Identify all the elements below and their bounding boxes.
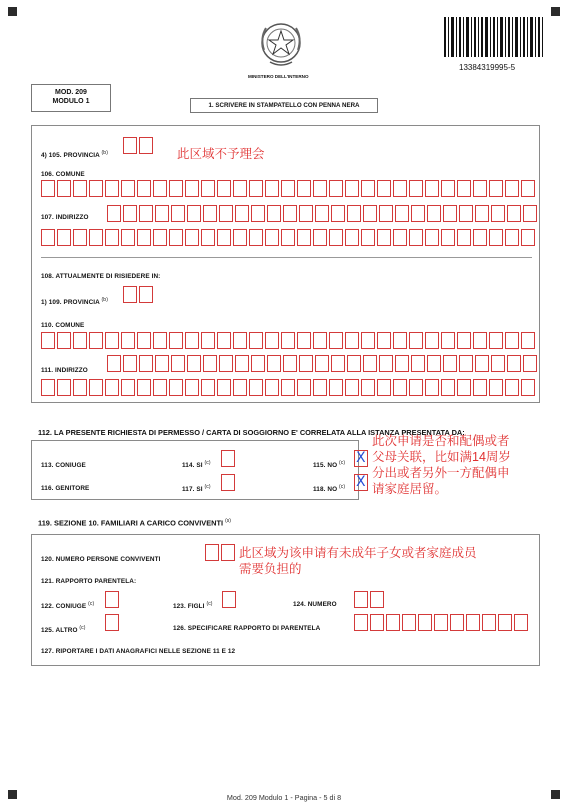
char-box[interactable] [425,332,439,349]
comune-input-boxes[interactable] [41,180,535,197]
provincia-label: 4) 105. PROVINCIA $^{(b)}$ [41,150,108,160]
char-box[interactable] [402,614,416,631]
char-box[interactable] [361,379,375,396]
char-box[interactable] [377,180,391,197]
char-box[interactable] [345,332,359,349]
char-box[interactable] [441,180,455,197]
char-box[interactable] [107,205,121,222]
char-box[interactable] [89,379,103,396]
char-box[interactable] [457,332,471,349]
no-genitore-check-mark: X [356,474,366,490]
char-box[interactable] [57,180,71,197]
char-box[interactable] [169,332,183,349]
comune-label: 106. COMUNE [41,171,85,178]
indirizzo-current-label: 111. INDIRIZZO [41,367,88,374]
char-box[interactable] [354,614,368,631]
altro-label: 125. ALTRO $^{(c)}$ [41,625,86,635]
no-coniuge-checkbox[interactable] [354,450,368,467]
char-box[interactable] [489,379,503,396]
char-box[interactable] [267,355,281,372]
char-box[interactable] [329,332,343,349]
numero-persone-label: 120. NUMERO PERSONE CONVIVENTI [41,556,161,563]
char-box[interactable] [507,205,521,222]
char-box[interactable] [283,355,297,372]
char-box[interactable] [363,205,377,222]
char-box[interactable] [185,379,199,396]
char-box[interactable] [393,229,407,246]
no-coniuge-label: 115. NO $^{(c)}$ [313,460,346,470]
char-box[interactable] [443,355,457,372]
char-box[interactable] [201,332,215,349]
char-box[interactable] [313,180,327,197]
char-box[interactable] [105,379,119,396]
provincia-current-label: 1) 109. PROVINCIA $^{(b)}$ [41,297,108,307]
char-box[interactable] [505,180,519,197]
char-box[interactable] [105,180,119,197]
char-box[interactable] [137,229,151,246]
char-box[interactable] [457,379,471,396]
char-box[interactable] [377,229,391,246]
char-box[interactable] [219,205,233,222]
provincia-current-box-2[interactable] [139,286,153,303]
char-box[interactable] [217,332,231,349]
char-box[interactable] [203,205,217,222]
char-box[interactable] [201,379,215,396]
char-box[interactable] [299,205,313,222]
char-box[interactable] [379,205,393,222]
char-box[interactable] [475,205,489,222]
char-box[interactable] [411,355,425,372]
republic-emblem-icon [256,20,306,72]
char-box[interactable] [489,229,503,246]
char-box[interactable] [523,355,537,372]
char-box[interactable] [475,355,489,372]
figli-label: 123. FIGLI $^{(c)}$ [173,601,213,611]
module-id-box [31,84,111,112]
char-box[interactable] [233,229,247,246]
barcode-number: 13384319995-5 [459,63,516,72]
char-box[interactable] [331,205,345,222]
char-box[interactable] [153,180,167,197]
char-box[interactable] [441,229,455,246]
char-box[interactable] [443,205,457,222]
no-genitore-label: 118. NO $^{(c)}$ [313,484,346,494]
char-box[interactable] [153,332,167,349]
char-box[interactable] [297,180,311,197]
char-box[interactable] [297,229,311,246]
module-line-1: MOD. 209 [55,89,87,96]
char-box[interactable] [121,332,135,349]
char-box[interactable] [185,229,199,246]
familiari-section-title: 119. SEZIONE 10. FAMILIARI A CARICO CONVIVENTI $^{(s)}$ [38,518,231,528]
char-box[interactable] [185,180,199,197]
module-line-2: MODULO 1 [52,98,90,105]
char-box[interactable] [361,332,375,349]
char-box[interactable] [219,355,233,372]
numero-persone-box-1[interactable] [205,544,219,561]
char-box[interactable] [450,614,464,631]
char-box[interactable] [347,205,361,222]
char-box[interactable] [153,229,167,246]
annotation-dependents [239,545,477,577]
comune-current-label: 110. COMUNE [41,322,85,329]
correlata-section-title: 112. LA PRESENTE RICHIESTA DI PERMESSO / CARTA DI SOGGIORNO E' CORRELATA ALLA ISTANZA PRESENTATA DA: [38,428,465,437]
char-box[interactable] [217,379,231,396]
char-box[interactable] [265,229,279,246]
char-box[interactable] [473,180,487,197]
char-box[interactable] [249,379,263,396]
char-box[interactable] [121,379,135,396]
char-box[interactable] [249,180,263,197]
char-box[interactable] [57,332,71,349]
coniuge-dependent-checkbox[interactable] [105,591,119,608]
char-box[interactable] [521,229,535,246]
char-box[interactable] [491,205,505,222]
char-box[interactable] [203,355,217,372]
rapporto-parentela-label: 121. RAPPORTO PARENTELA: [41,578,137,585]
char-box[interactable] [377,332,391,349]
char-box[interactable] [297,379,311,396]
char-box[interactable] [155,355,169,372]
si-genitore-checkbox[interactable] [221,474,235,491]
indirizzo-input-boxes-row1[interactable] [107,205,537,222]
char-box[interactable] [235,355,249,372]
char-box[interactable] [169,180,183,197]
char-box[interactable] [411,205,425,222]
provincia-current-box-1[interactable] [123,286,137,303]
char-box[interactable] [482,614,496,631]
char-box[interactable] [491,355,505,372]
char-box[interactable] [409,379,423,396]
char-box[interactable] [313,332,327,349]
char-box[interactable] [249,332,263,349]
provincia-box-1[interactable] [123,137,137,154]
annotation-line-2: 需要负担的 [239,562,302,576]
si-coniuge-checkbox[interactable] [221,450,235,467]
char-box[interactable] [123,205,137,222]
char-box[interactable] [123,355,137,372]
char-box[interactable] [139,355,153,372]
char-box[interactable] [329,379,343,396]
annotation-line-2: 父母关联，比如满14周岁 [372,450,511,464]
char-box[interactable] [395,355,409,372]
char-box[interactable] [427,205,441,222]
char-box[interactable] [41,332,55,349]
char-box[interactable] [313,379,327,396]
char-box[interactable] [265,332,279,349]
char-box[interactable] [89,229,103,246]
char-box[interactable] [489,332,503,349]
no-genitore-checkbox[interactable] [354,474,368,491]
altro-checkbox[interactable] [105,614,119,631]
char-box[interactable] [425,229,439,246]
char-box[interactable] [281,229,295,246]
attualmente-label: 108. ATTUALMENTE DI RISIEDERE IN: [41,273,161,280]
char-box[interactable] [329,180,343,197]
char-box[interactable] [73,229,87,246]
char-box[interactable] [121,180,135,197]
char-box[interactable] [233,180,247,197]
char-box[interactable] [459,205,473,222]
char-box[interactable] [201,229,215,246]
indirizzo-current-input-boxes-row1[interactable] [107,355,537,372]
char-box[interactable] [505,379,519,396]
char-box[interactable] [521,180,535,197]
char-box[interactable] [441,379,455,396]
char-box[interactable] [395,205,409,222]
char-box[interactable] [297,332,311,349]
char-box[interactable] [418,614,432,631]
coniuge-label: 113. CONIUGE [41,462,86,469]
char-box[interactable] [201,180,215,197]
char-box[interactable] [41,379,55,396]
char-box[interactable] [466,614,480,631]
char-box[interactable] [393,180,407,197]
numero-label: 124. NUMERO [293,601,337,608]
char-box[interactable] [121,229,135,246]
no-coniuge-check-mark: X [356,450,366,466]
registration-mark-top-left [8,7,17,16]
annotation-line-3: 分出或者另外一方配偶申 [372,466,510,480]
char-box[interactable] [265,180,279,197]
char-box[interactable] [315,355,329,372]
annotation-line-1: 此次申请是否和配偶或者 [372,434,510,448]
char-box[interactable] [249,229,263,246]
char-box[interactable] [409,332,423,349]
instruction-box: 1. SCRIVERE IN STAMPATELLO CON PENNA NERA [190,98,378,113]
char-box[interactable] [139,205,153,222]
char-box[interactable] [105,229,119,246]
char-box[interactable] [171,355,185,372]
ministry-label: MINISTERO DELL'INTERNO [248,74,309,79]
char-box[interactable] [281,332,295,349]
char-box[interactable] [473,379,487,396]
char-box[interactable] [329,229,343,246]
char-box[interactable] [299,355,313,372]
char-box[interactable] [441,332,455,349]
char-box[interactable] [73,180,87,197]
numero-persone-box-2[interactable] [221,544,235,561]
char-box[interactable] [425,379,439,396]
char-box[interactable] [523,205,537,222]
char-box[interactable] [251,205,265,222]
barcode [444,17,544,59]
char-box[interactable] [370,614,384,631]
char-box[interactable] [498,614,512,631]
char-box[interactable] [393,332,407,349]
char-box[interactable] [363,355,377,372]
char-box[interactable] [233,332,247,349]
char-box[interactable] [137,180,151,197]
panel-divider [41,257,532,258]
char-box[interactable] [169,379,183,396]
annotation-line-1: 此区域为该申请有未成年子女或者家庭成员 [239,546,477,560]
char-box[interactable] [73,332,87,349]
char-box[interactable] [473,332,487,349]
char-box[interactable] [267,205,281,222]
si-genitore-label: 117. SI $^{(c)}$ [182,484,211,494]
char-box[interactable] [409,229,423,246]
char-box[interactable] [283,205,297,222]
char-box[interactable] [233,379,247,396]
comune-current-input-boxes[interactable] [41,332,535,349]
coniuge-dependent-label: 122. CONIUGE $^{(c)}$ [41,601,95,611]
char-box[interactable] [361,229,375,246]
indirizzo-label: 107. INDIRIZZO [41,214,89,221]
char-box[interactable] [265,379,279,396]
char-box[interactable] [361,180,375,197]
char-box[interactable] [345,229,359,246]
char-box[interactable] [521,379,535,396]
registration-mark-top-right [551,7,560,16]
char-box[interactable] [217,229,231,246]
annotation-ignore-area: 此区域不予理会 [177,147,265,161]
char-box[interactable] [427,355,441,372]
char-box[interactable] [505,229,519,246]
char-box[interactable] [386,614,400,631]
char-box[interactable] [89,180,103,197]
char-box[interactable] [514,614,528,631]
char-box[interactable] [185,332,199,349]
char-box[interactable] [521,332,535,349]
char-box[interactable] [379,355,393,372]
numero-box-2[interactable] [370,591,384,608]
char-box[interactable] [137,379,151,396]
specificare-input-boxes[interactable] [354,614,528,631]
char-box[interactable] [459,355,473,372]
char-box[interactable] [187,355,201,372]
indirizzo-input-boxes-row2[interactable] [41,229,535,246]
figli-checkbox[interactable] [222,591,236,608]
char-box[interactable] [393,379,407,396]
char-box[interactable] [187,205,201,222]
char-box[interactable] [169,229,183,246]
indirizzo-current-input-boxes-row2[interactable] [41,379,535,396]
char-box[interactable] [107,355,121,372]
char-box[interactable] [345,379,359,396]
char-box[interactable] [313,229,327,246]
char-box[interactable] [457,229,471,246]
char-box[interactable] [41,229,55,246]
char-box[interactable] [473,229,487,246]
numero-box-1[interactable] [354,591,368,608]
char-box[interactable] [457,180,471,197]
char-box[interactable] [425,180,439,197]
char-box[interactable] [489,180,503,197]
char-box[interactable] [217,180,231,197]
si-coniuge-label: 114. SI $^{(c)}$ [182,460,211,470]
annotation-line-4: 请家庭居留。 [372,482,448,496]
char-box[interactable] [57,379,71,396]
char-box[interactable] [251,355,265,372]
char-box[interactable] [281,379,295,396]
char-box[interactable] [57,229,71,246]
annotation-related-application [372,433,511,497]
char-box[interactable] [507,355,521,372]
char-box[interactable] [345,180,359,197]
provincia-box-2[interactable] [139,137,153,154]
char-box[interactable] [315,205,329,222]
char-box[interactable] [409,180,423,197]
char-box[interactable] [347,355,361,372]
char-box[interactable] [281,180,295,197]
riportare-label: 127. RIPORTARE I DATI ANAGRAFICI NELLE SEZIONE 11 E 12 [41,648,236,655]
char-box[interactable] [105,332,119,349]
char-box[interactable] [89,332,103,349]
char-box[interactable] [73,379,87,396]
page-footer: Mod. 209 Modulo 1 - Pagina - 5 di 8 [226,793,342,802]
char-box[interactable] [41,180,55,197]
char-box[interactable] [235,205,249,222]
char-box[interactable] [331,355,345,372]
char-box[interactable] [153,379,167,396]
char-box[interactable] [505,332,519,349]
char-box[interactable] [137,332,151,349]
char-box[interactable] [377,379,391,396]
char-box[interactable] [434,614,448,631]
specificare-label: 126. SPECIFICARE RAPPORTO DI PARENTELA [173,625,321,632]
char-box[interactable] [171,205,185,222]
char-box[interactable] [155,205,169,222]
genitore-label: 116. GENITORE [41,485,90,492]
